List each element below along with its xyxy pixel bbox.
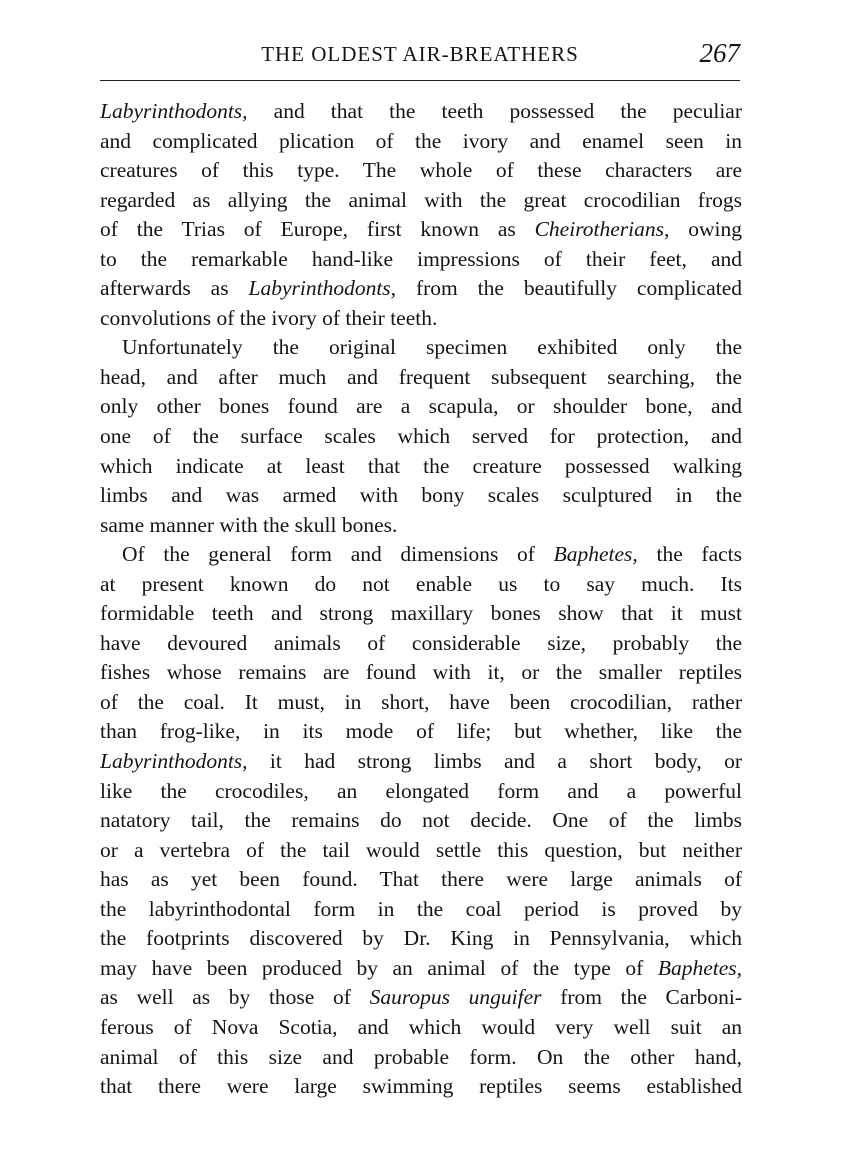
text-line: has as yet been found. That there were large animals of [100,867,742,892]
text-line: Of the general form and dimensions of Baphetes, the facts [122,542,742,567]
text-line: have devoured animals of considerable size, probably the [100,630,742,655]
text-line: fishes whose remains are found with it, or the smaller reptiles [100,660,742,685]
text-line: like the crocodiles, an elongated form and a powerful [100,778,742,803]
text-line: limbs and was armed with bony scales sculptured in the [100,483,742,508]
text-line: same manner with the skull bones. [100,512,398,537]
text-line: regarded as allying the animal with the great crocodilian frogs [100,187,742,212]
text-line: convolutions of the ivory of their teeth. [100,305,438,330]
text-line: to the remarkable hand-like impressions of their feet, and [100,246,742,271]
text-line: of the coal. It must, in short, have been crocodilian, rather [100,689,742,714]
page-number: 267 [699,38,740,68]
running-title: THE OLDEST AIR-BREATHERS [261,42,579,66]
text-line: than frog-like, in its mode of life; but whether, like the [100,719,742,744]
text-line: formidable teeth and strong maxillary bones show that it must [100,601,742,626]
text-line: as well as by those of Sauropus unguifer from the Carboni- [100,985,742,1010]
text-line: Labyrinthodonts, it had strong limbs and a short body, or [100,749,742,774]
text-line: Unfortunately the original specimen exhibited only the [122,335,742,360]
text-line: and complicated plication of the ivory and enamel seen in [100,128,742,153]
text-line: that there were large swimming reptiles seems established [100,1074,742,1099]
text-line: which indicate at least that the creature possessed walking [100,453,742,478]
text-line: animal of this size and probable form. On the other hand, [100,1044,742,1069]
text-line: one of the surface scales which served for protection, and [100,424,742,449]
text-line: head, and after much and frequent subsequent searching, the [100,364,742,389]
text-line: may have been produced by an animal of the type of Baphetes, [100,955,742,980]
text-line: afterwards as Labyrinthodonts, from the beautifully complicated [100,276,743,301]
text-line: creatures of this type. The whole of these characters are [100,158,742,183]
text-line: or a vertebra of the tail would settle this question, but neither [100,837,742,862]
text-line: only other bones found are a scapula, or shoulder bone, and [100,394,742,419]
text-line: ferous of Nova Scotia, and which would very well suit an [100,1014,742,1039]
text-line: the labyrinthodontal form in the coal period is proved by [100,896,742,921]
text-line: of the Trias of Europe, first known as Cheirotherians, owing [100,217,742,242]
header-rule [100,80,740,81]
text-line: at present known do not enable us to say much. Its [100,571,742,596]
text-line: natatory tail, the remains do not decide. One of the limbs [100,808,742,833]
running-head [100,38,740,72]
text-line: the footprints discovered by Dr. King in Pennsylvania, which [100,926,742,951]
text-line: Labyrinthodonts, and that the teeth possessed the peculiar [100,99,742,123]
body-text [100,97,742,1102]
